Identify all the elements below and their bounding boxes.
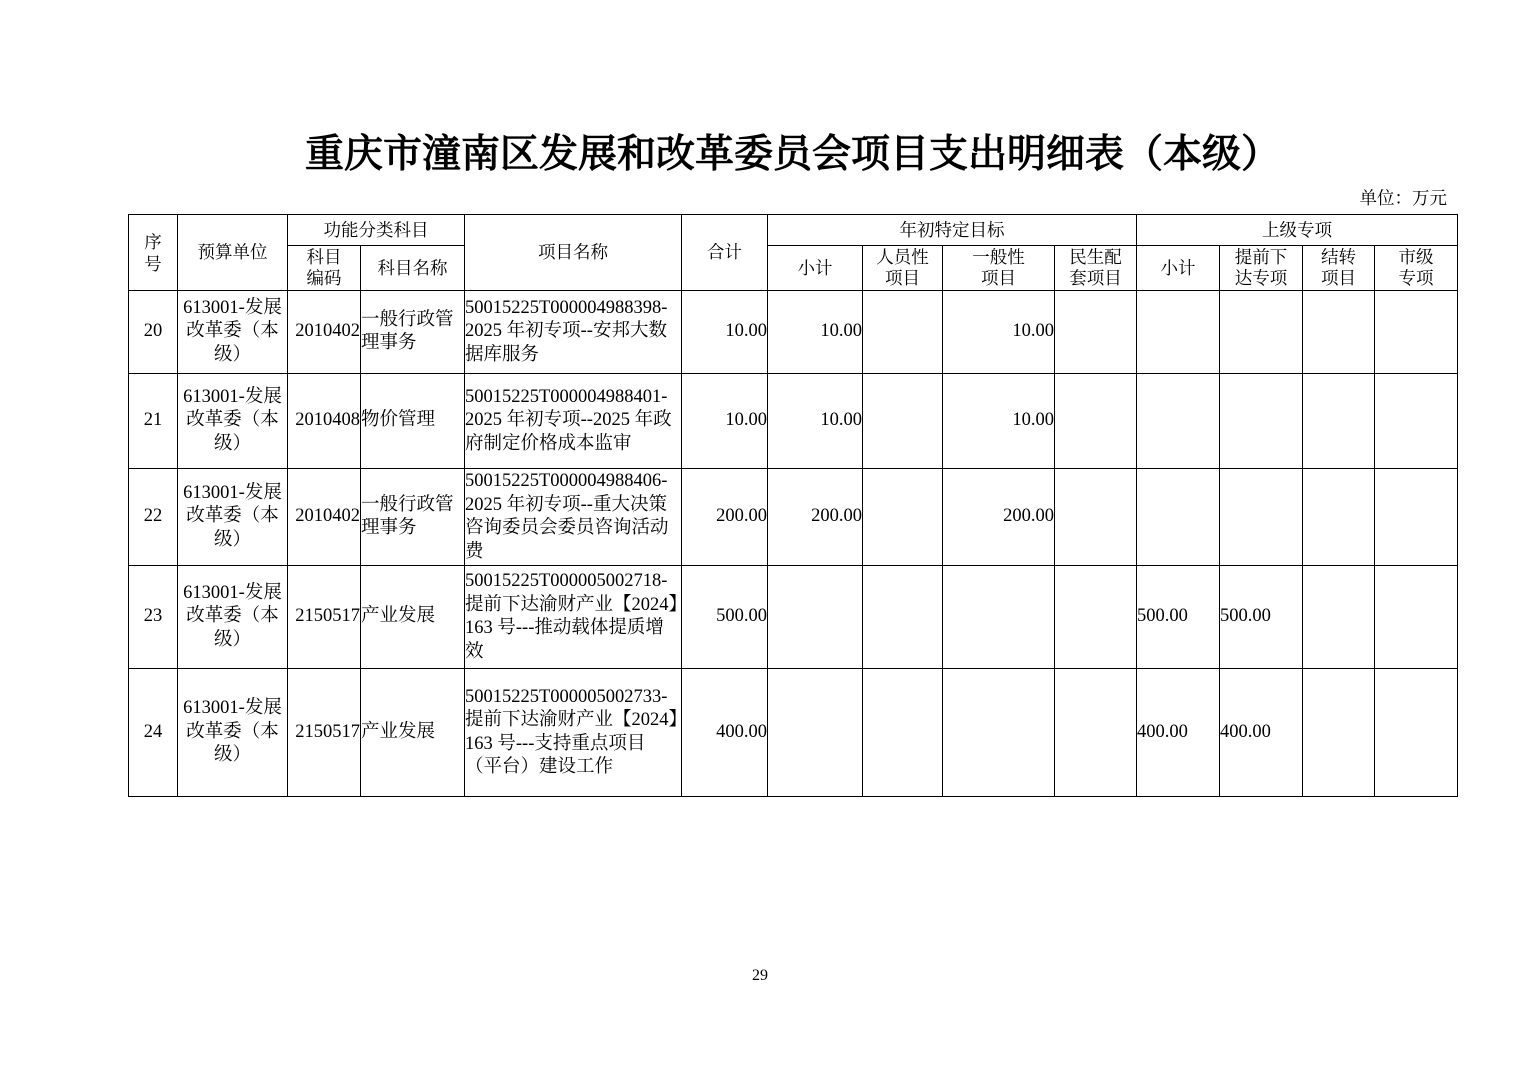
subject-code-cell: 2010402 <box>288 291 361 374</box>
header-total: 合计 <box>682 215 768 291</box>
superior-subtotal-cell <box>1137 374 1220 469</box>
total-cell: 500.00 <box>682 566 768 669</box>
header-subject-code-label: 科目编码 <box>306 247 342 288</box>
header-personnel-project <box>863 246 943 291</box>
page-title: 重庆市潼南区发展和改革委员会项目支出明细表（本级） <box>304 133 1280 176</box>
subject-code-cell: 2150517 <box>288 669 361 797</box>
carryover-project-cell <box>1303 669 1375 797</box>
header-subject-code <box>288 246 361 291</box>
general-project-cell: 10.00 <box>943 374 1055 469</box>
table-row <box>129 374 1458 469</box>
livelihood-project-cell <box>1055 374 1137 469</box>
subject-name-cell: 物价管理 <box>361 374 465 469</box>
seq-cell: 21 <box>129 374 178 469</box>
subject-name-cell: 产业发展 <box>361 566 465 669</box>
total-cell: 10.00 <box>682 374 768 469</box>
header-seq <box>129 215 178 291</box>
superior-subtotal-cell: 500.00 <box>1137 566 1220 669</box>
header-general-project <box>943 246 1055 291</box>
table-row <box>129 566 1458 669</box>
advance-special-cell: 400.00 <box>1220 669 1303 797</box>
header-seq-label: 序号 <box>144 231 162 274</box>
municipal-special-cell <box>1375 291 1458 374</box>
table-row <box>129 669 1458 797</box>
municipal-special-cell <box>1375 669 1458 797</box>
seq-cell: 22 <box>129 469 178 566</box>
annual-subtotal-cell <box>768 669 863 797</box>
header-project-name: 项目名称 <box>465 215 682 291</box>
project-name-cell: 50015225T000004988401-2025 年初专项--2025 年政府制定价格成本监审 <box>465 374 682 469</box>
personnel-project-cell <box>863 469 943 566</box>
header-superior-subtotal: 小计 <box>1137 246 1220 291</box>
annual-subtotal-cell: 10.00 <box>768 291 863 374</box>
project-name-cell: 50015225T000004988406-2025 年初专项--重大决策咨询委员会委员咨询活动费 <box>465 469 682 566</box>
header-livelihood-project-label: 民生配套项目 <box>1069 247 1122 288</box>
carryover-project-cell <box>1303 291 1375 374</box>
subject-code-cell: 2010402 <box>288 469 361 566</box>
budget-unit-cell: 613001-发展改革委（本级） <box>178 469 288 566</box>
header-general-project-label: 一般性项目 <box>972 247 1025 288</box>
general-project-cell <box>943 669 1055 797</box>
budget-unit-cell: 613001-发展改革委（本级） <box>178 291 288 374</box>
total-cell: 200.00 <box>682 469 768 566</box>
livelihood-project-cell <box>1055 469 1137 566</box>
header-livelihood-project <box>1055 246 1137 291</box>
subject-name-cell: 一般行政管理事务 <box>361 291 465 374</box>
project-name-cell: 50015225T000004988398-2025 年初专项--安邦大数据库服务 <box>465 291 682 374</box>
livelihood-project-cell <box>1055 566 1137 669</box>
project-name-cell: 50015225T000005002718-提前下达渝财产业【2024】163 号---推动载体提质增效 <box>465 566 682 669</box>
municipal-special-cell <box>1375 374 1458 469</box>
advance-special-cell <box>1220 374 1303 469</box>
personnel-project-cell <box>863 669 943 797</box>
header-row-primary <box>129 215 1458 246</box>
header-superior-special: 上级专项 <box>1137 215 1458 246</box>
livelihood-project-cell <box>1055 291 1137 374</box>
header-budget-unit: 预算单位 <box>178 215 288 291</box>
budget-unit-cell: 613001-发展改革委（本级） <box>178 669 288 797</box>
header-annual-subtotal: 小计 <box>768 246 863 291</box>
header-advance-special-label: 提前下达专项 <box>1234 247 1288 288</box>
header-carryover-project-label: 结转项目 <box>1321 247 1356 288</box>
expenditure-detail-table <box>128 214 1458 797</box>
table-body <box>129 291 1458 797</box>
subject-code-cell: 2010408 <box>288 374 361 469</box>
unit-note: 单位：万元 <box>1359 188 1447 208</box>
header-municipal-special-label: 市级专项 <box>1398 247 1434 288</box>
annual-subtotal-cell: 200.00 <box>768 469 863 566</box>
header-carryover-project <box>1303 246 1375 291</box>
subject-name-cell: 产业发展 <box>361 669 465 797</box>
page-number: 29 <box>752 967 768 984</box>
personnel-project-cell <box>863 291 943 374</box>
header-function-class: 功能分类科目 <box>288 215 465 246</box>
seq-cell: 23 <box>129 566 178 669</box>
superior-subtotal-cell: 400.00 <box>1137 669 1220 797</box>
subject-code-cell: 2150517 <box>288 566 361 669</box>
municipal-special-cell <box>1375 469 1458 566</box>
budget-unit-cell: 613001-发展改革委（本级） <box>178 566 288 669</box>
municipal-special-cell <box>1375 566 1458 669</box>
personnel-project-cell <box>863 374 943 469</box>
seq-cell: 20 <box>129 291 178 374</box>
project-name-cell: 50015225T000005002733-提前下达渝财产业【2024】163 号---支持重点项目（平台）建设工作 <box>465 669 682 797</box>
table-header <box>129 215 1458 291</box>
superior-subtotal-cell <box>1137 469 1220 566</box>
table-row <box>129 469 1458 566</box>
total-cell: 400.00 <box>682 669 768 797</box>
header-annual-target: 年初特定目标 <box>768 215 1137 246</box>
seq-cell: 24 <box>129 669 178 797</box>
annual-subtotal-cell: 10.00 <box>768 374 863 469</box>
annual-subtotal-cell <box>768 566 863 669</box>
table-row <box>129 291 1458 374</box>
general-project-cell: 10.00 <box>943 291 1055 374</box>
header-personnel-project-label: 人员性项目 <box>876 247 929 288</box>
header-municipal-special <box>1375 246 1458 291</box>
personnel-project-cell <box>863 566 943 669</box>
carryover-project-cell <box>1303 566 1375 669</box>
carryover-project-cell <box>1303 374 1375 469</box>
budget-unit-cell: 613001-发展改革委（本级） <box>178 374 288 469</box>
total-cell: 10.00 <box>682 291 768 374</box>
superior-subtotal-cell <box>1137 291 1220 374</box>
livelihood-project-cell <box>1055 669 1137 797</box>
header-row-secondary <box>129 246 1458 291</box>
subject-name-cell: 一般行政管理事务 <box>361 469 465 566</box>
carryover-project-cell <box>1303 469 1375 566</box>
general-project-cell <box>943 566 1055 669</box>
advance-special-cell <box>1220 291 1303 374</box>
advance-special-cell <box>1220 469 1303 566</box>
general-project-cell: 200.00 <box>943 469 1055 566</box>
header-advance-special <box>1220 246 1303 291</box>
header-subject-name: 科目名称 <box>361 246 465 291</box>
advance-special-cell: 500.00 <box>1220 566 1303 669</box>
